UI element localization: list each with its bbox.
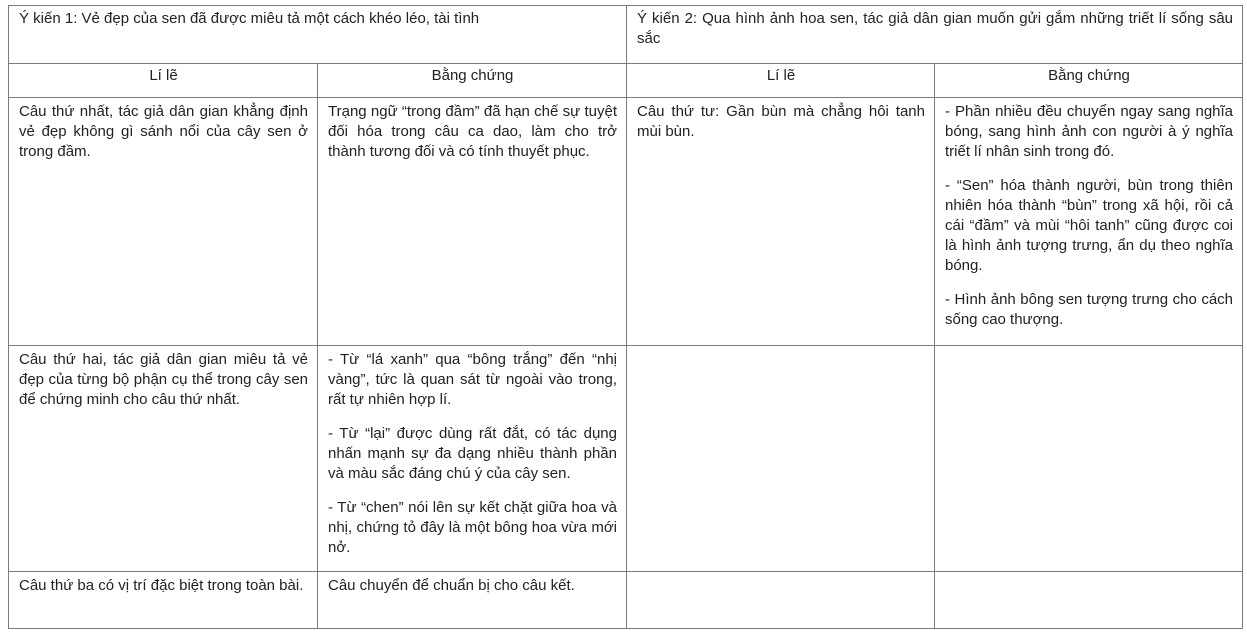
opinion-header-row (9, 6, 1243, 64)
cell-paragraph: Câu chuyển để chuẩn bị cho câu kết. (328, 577, 575, 594)
column-header-reasoning-2: Lí lẽ (627, 64, 935, 98)
column-header-evidence-1: Bằng chứng (318, 64, 627, 98)
row-1-reasoning-2-cell (627, 98, 935, 346)
cell-paragraph: - Hình ảnh bông sen tượng trưng cho cách sống cao thượng. (945, 291, 1234, 328)
cell-paragraph: - Phần nhiều đều chuyển ngay sang nghĩa bóng, sang hình ảnh con người à ý nghĩa triết lí nhân sinh trong đó. (945, 103, 1234, 160)
row-2-reasoning-1-cell (9, 346, 318, 572)
cell-paragraph: Trạng ngữ “trong đầm” đã hạn chế sự tuyệt đối hóa trong câu ca dao, làm cho trở thành tương đối và có tính thuyết phục. (328, 103, 617, 160)
cell-paragraph: Câu thứ nhất, tác giả dân gian khẳng định vẻ đẹp không gì sánh nổi của cây sen ở trong đầm. (19, 103, 308, 160)
row-2-evidence-1-cell (318, 346, 627, 572)
row-2-reasoning-2-cell (627, 346, 935, 572)
cell-paragraph: - Từ “lá xanh” qua “bông trắng” đến “nhị vàng”, tức là quan sát từ ngoài vào trong, rất tự nhiên hợp lí. (328, 351, 617, 408)
row-3-evidence-1-cell (318, 572, 627, 629)
row-1-reasoning-1-cell (9, 98, 318, 346)
row-2-evidence-2-cell (935, 346, 1243, 572)
row-1-evidence-2-cell (935, 98, 1243, 346)
table-row (9, 572, 1243, 629)
row-3-reasoning-1-cell (9, 572, 318, 629)
analysis-table (8, 5, 1243, 629)
column-header-reasoning-1: Lí lẽ (9, 64, 318, 98)
opinion-2-text: Ý kiến 2: Qua hình ảnh hoa sen, tác giả dân gian muốn gửi gắm những triết lí sống sâu sắc (637, 10, 1234, 47)
table-row (9, 346, 1243, 572)
cell-paragraph: Câu thứ tư: Gần bùn mà chẳng hôi tanh mùi bùn. (637, 103, 925, 140)
cell-paragraph: - Từ “chen” nói lên sự kết chặt giữa hoa và nhị, chứng tỏ đây là một bông hoa vừa mới nở. (328, 499, 617, 556)
cell-paragraph: - “Sen” hóa thành người, bùn trong thiên nhiên hóa thành “bùn” trong xã hội, rồi cả cái “đầm” và mùi “hôi tanh” cũng được coi là hình ảnh tượng trưng, ẩn dụ theo nghĩa bóng. (945, 177, 1234, 274)
row-1-evidence-1-cell (318, 98, 627, 346)
column-header-evidence-2: Bằng chứng (935, 64, 1243, 98)
opinion-1-cell (9, 6, 627, 64)
opinion-1-text: Ý kiến 1: Vẻ đẹp của sen đã được miêu tả một cách khéo léo, tài tình (19, 10, 480, 27)
cell-paragraph: - Từ “lại” được dùng rất đắt, có tác dụng nhấn mạnh sự đa dạng nhiều thành phần và màu sắc đáng chú ý của cây sen. (328, 425, 617, 482)
cell-paragraph: Câu thứ hai, tác giả dân gian miêu tả vẻ đẹp của từng bộ phận cụ thể trong cây sen để chứng minh cho câu thứ nhất. (19, 351, 308, 408)
row-3-evidence-2-cell (935, 572, 1243, 629)
cell-paragraph: Câu thứ ba có vị trí đặc biệt trong toàn bài. (19, 577, 304, 594)
row-3-reasoning-2-cell (627, 572, 935, 629)
table-row (9, 98, 1243, 346)
opinion-2-cell (627, 6, 1243, 64)
column-header-row (9, 64, 1243, 98)
